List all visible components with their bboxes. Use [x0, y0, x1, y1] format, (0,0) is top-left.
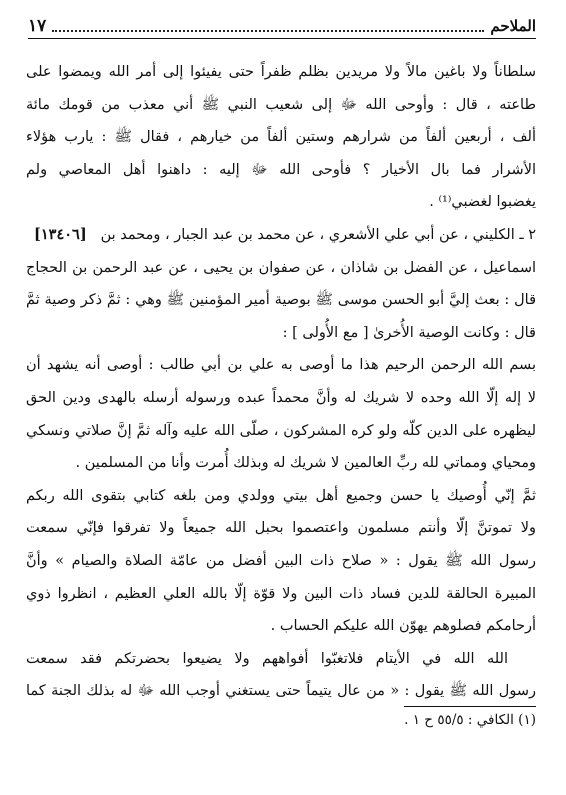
text-line: ومحياي ومماتي لله ربِّ العالمين لا شريك له وبذلك أُمرت وأنا من المسلمين .: [75, 455, 536, 472]
text-line: رسول الله ﷺ يقول : « صلاح ذات البين أفضل من عامّة الصلاة والصيام » وأنَّ: [26, 552, 536, 569]
text-line: رسول الله ﷺ يقول : « من عال يتيماً حتى يستغني أوجب الله ﷻ له بذلك الجنة كما: [26, 683, 536, 700]
hadith-heading-line: [26, 219, 536, 252]
text-line: طاعته ، قال : وأوحى الله ﷻ إلى شعيب النبي ﷺ أني معذب من قومك مائة: [26, 96, 536, 113]
text-line: قال : وكانت الوصية الأُخرىٰ [ مع الأُولى ] :: [282, 324, 536, 341]
text-line: الأشرار فما بال الأخيار ؟ فأوحى الله ﷻ إليه : داهنوا أهل المعاصي ولم: [26, 161, 536, 178]
footnote: (١) الكافي : ٥٥/٥ ح ١ .: [404, 712, 536, 728]
text-line: سلطاناً ولا باغين مالاً ولا مريدين بظلم ظفراً حتى يفيئوا إلى أمر الله ويمضوا على: [26, 64, 536, 80]
text-line: ولا تموتنَّ إلّا وأنتم مسلمون واعتصموا بحبل الله جميعاً ولا تفرقوا فإنّي سمعت: [26, 520, 536, 537]
text-line: ثمَّ إنّي أُوصيك يا حسن وجميع أهل بيتي وولدي ومن بلغه كتابي بتقوى الله ربكم: [26, 487, 536, 504]
hadith-number: [١٣٤٠٦]: [34, 225, 87, 243]
text-line: بسم الله الرحمن الرحيم هذا ما أوصى به علي بن أبي طالب : أوصى أنه يشهد أن: [26, 357, 536, 374]
header-dot-leader: [52, 20, 484, 32]
text-line: المبيرة الحالقة للدين فساد ذات البين ولا قوّة إلّا بالله العلي العظيم ، انظروا ذوي: [26, 585, 536, 602]
text-line: يغضبوا لغضبي⁽¹⁾ .: [429, 194, 536, 211]
text-line: ليظهره على الدين كلّه ولو كره المشركون ، صلّى الله عليه وآله ثمَّ إنَّ صلاتي ونسكي: [26, 422, 536, 439]
text-line: قال : بعث إليَّ أبو الحسن موسى ﷺ بوصية أمير المؤمنين ﷺ وهي : ثمَّ ذكر وصية ثمَّ: [26, 292, 536, 309]
page-number: ١٧: [28, 16, 47, 36]
text-line: ألف ، أربعين ألفاً من شرارهم وستين ألفاً من خيارهم ، فقال ﷺ : يارب هؤلاء: [26, 129, 536, 146]
text-line: الله الله في الأيتام فلاتغبّوا أفواههم ولا يضيعوا بحضرتكم فقد سمعت: [26, 650, 508, 667]
text-line: أرحامكم فصلوهم يهوّن الله عليكم الحساب .: [270, 618, 536, 635]
main-text: [26, 56, 536, 708]
page-header: [28, 14, 536, 39]
text-line: لا إله إلّا الله وحده لا شريك له وأنَّ محمداً عبده ورسوله أرسله بالهدى ودين الحق: [26, 389, 536, 406]
hadith-chain-text: ٢ ـ الكليني ، عن أبي علي الأشعري ، عن محمد بن عبد الجبار ، ومحمد بن: [100, 226, 536, 243]
running-title: الملاحم: [490, 17, 536, 35]
footnote-divider: [404, 706, 536, 707]
text-line: اسماعيل ، عن الفضل بن شاذان ، عن صفوان بن يحيى ، عن عبد الرحمن بن الحجاج: [26, 259, 536, 276]
